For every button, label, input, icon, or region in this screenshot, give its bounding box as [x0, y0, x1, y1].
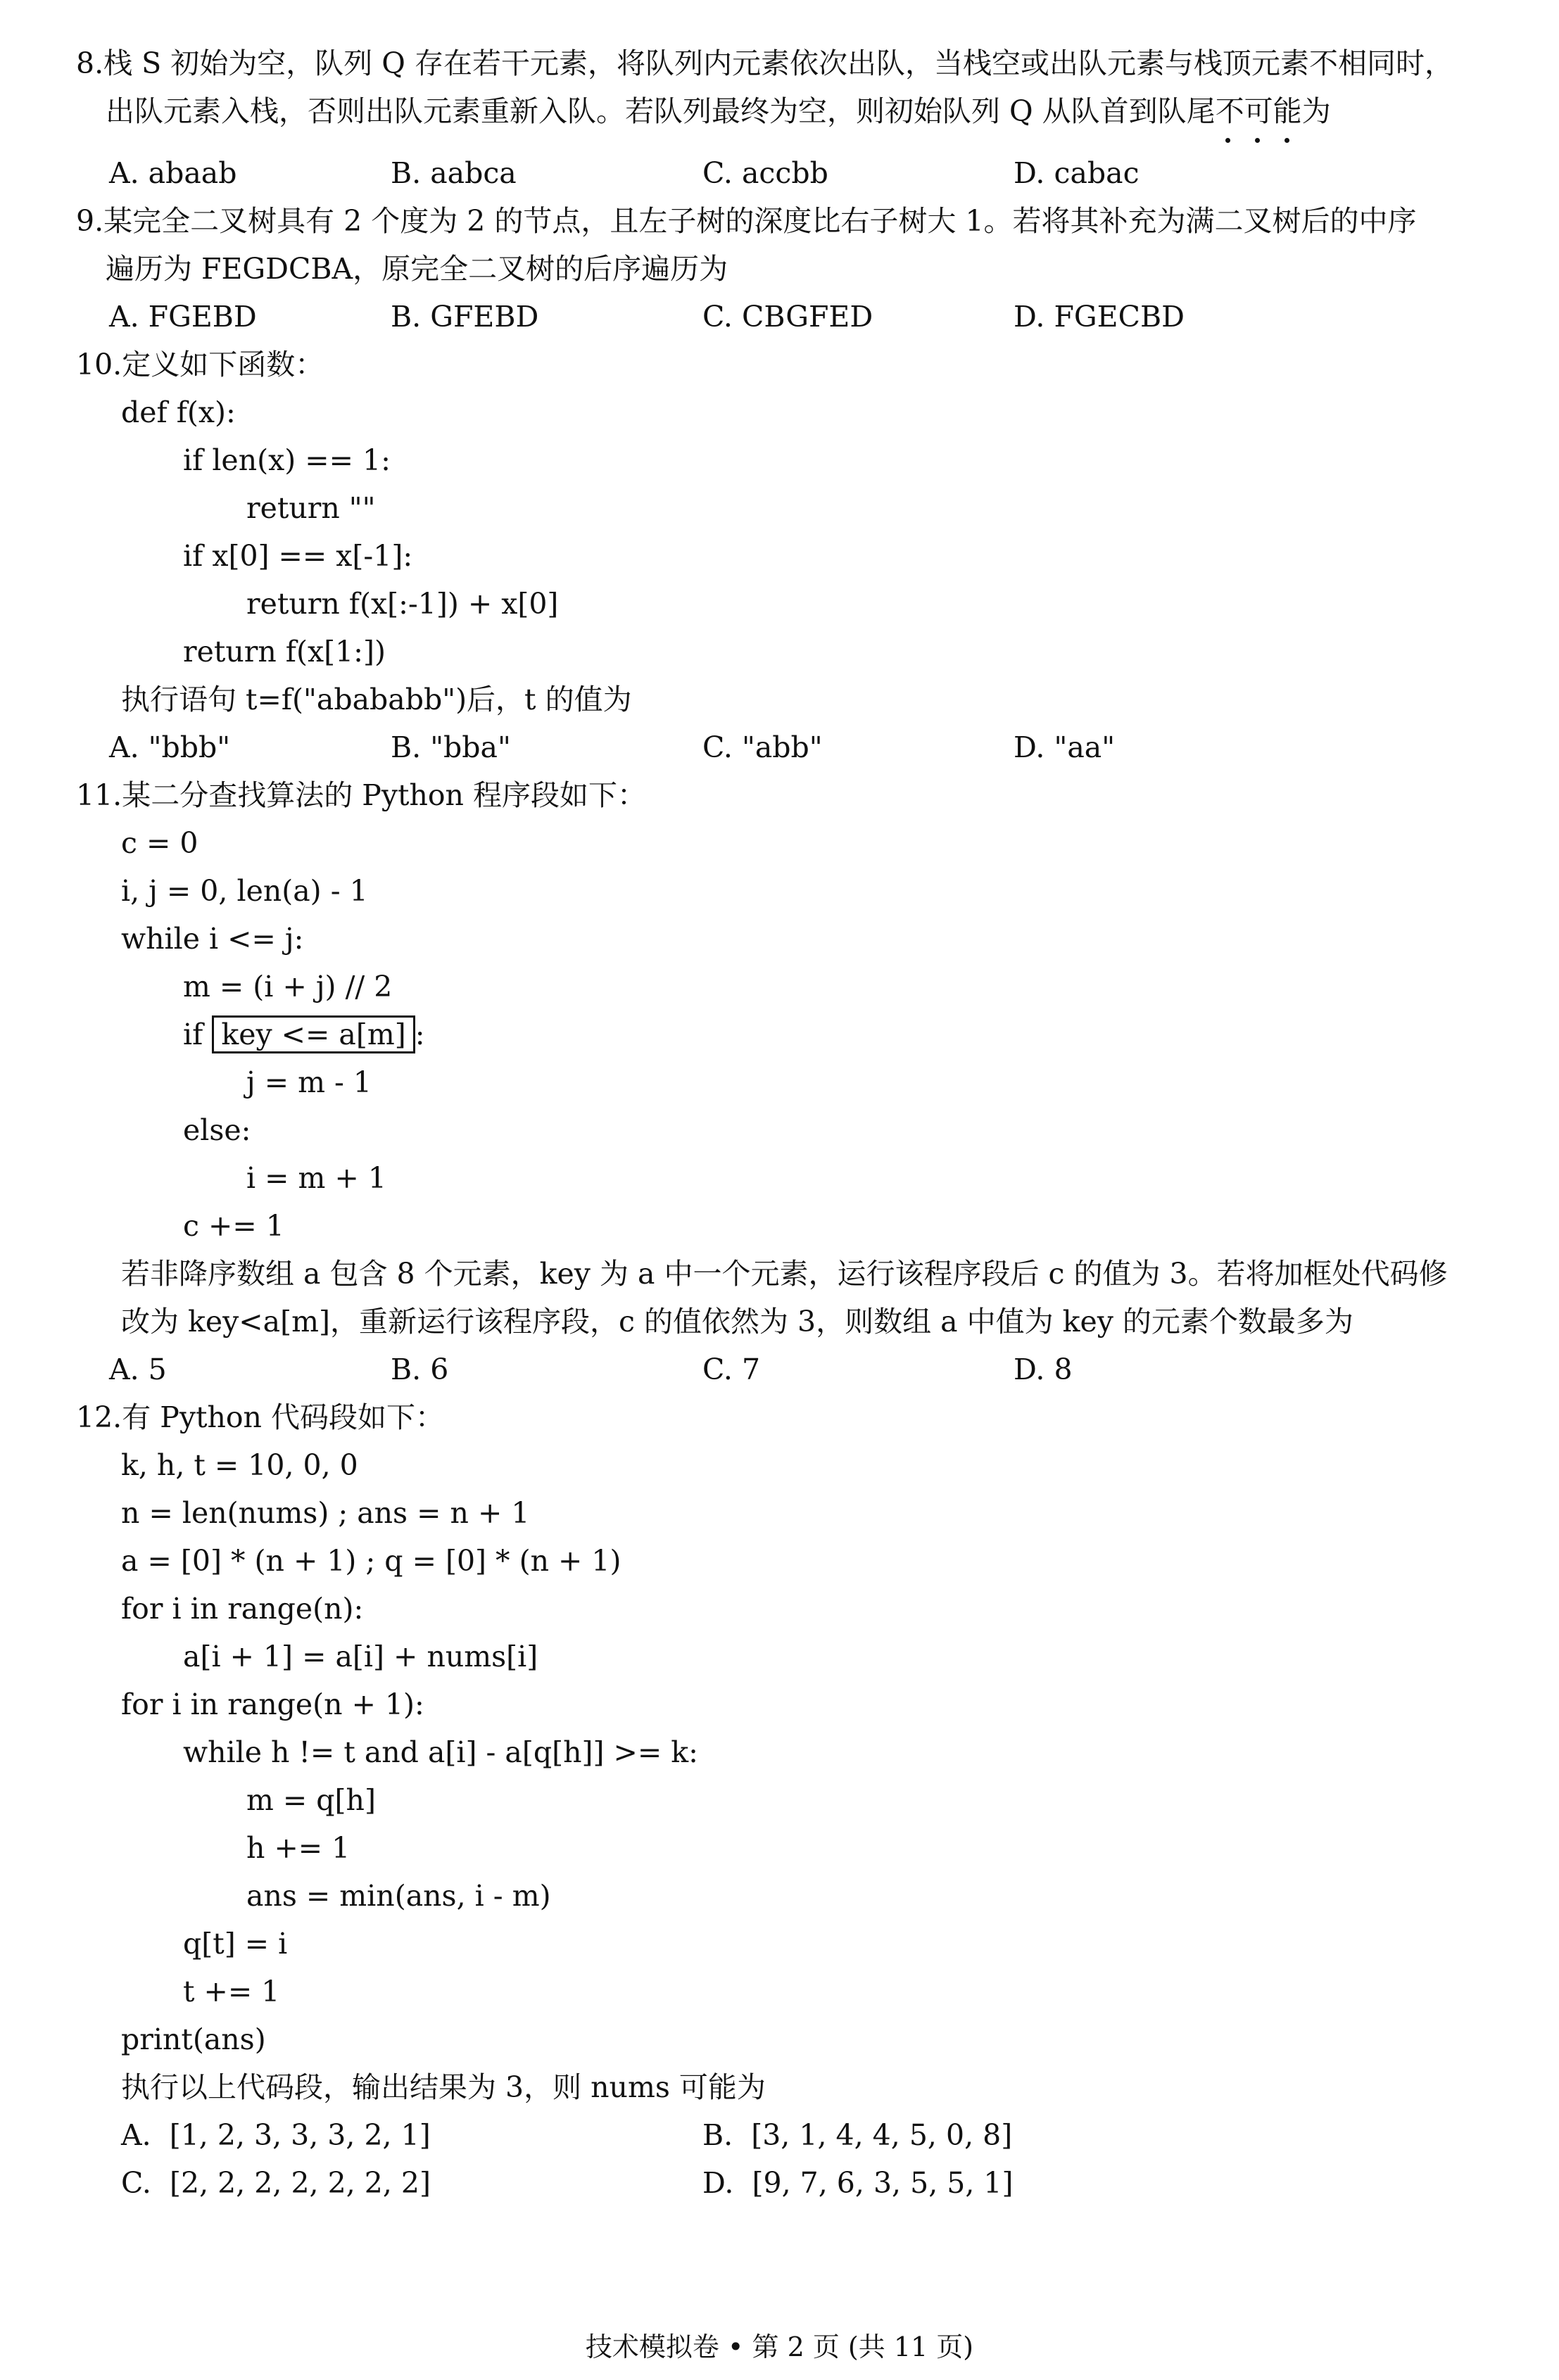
q11-code-line: j = m - 1 — [246, 1065, 372, 1099]
q10-code-line: if x[0] == x[-1]: — [183, 539, 413, 573]
q12-code-line: while h != t and a[i] - a[q[h]] >= k: — [183, 1735, 698, 1769]
q12-code-line: print(ans) — [121, 2023, 266, 2056]
q12-code-line: a[i + 1] = a[i] + nums[i] — [183, 1640, 538, 1673]
q10-code-line: return "" — [246, 491, 376, 525]
page-footer: 技术模拟卷 • 第 2 页 (共 11 页) — [585, 2331, 974, 2362]
q12-code-line: ans = min(ans, i - m) — [246, 1879, 551, 1913]
q12-code-line: k, h, t = 10, 0, 0 — [121, 1448, 358, 1482]
q10-stem: 10.定义如下函数： — [76, 348, 324, 381]
q11-option-b: B. 6 — [391, 1353, 449, 1386]
q11-code-line: while i <= j: — [121, 922, 304, 956]
q11-code-line: m = (i + j) // 2 — [183, 970, 393, 1004]
q10-question: 执行语句 t=f("abababb")后，t 的值为 — [121, 683, 632, 716]
q10-option-b: B. "bba" — [391, 730, 511, 764]
q12-option-d: D. [9, 7, 6, 3, 5, 5, 1] — [702, 2166, 1014, 2200]
q12-question: 执行以上代码段，输出结果为 3，则 nums 可能为 — [121, 2070, 766, 2104]
q12-option-b: B. [3, 1, 4, 4, 5, 0, 8] — [702, 2118, 1013, 2152]
boxed-condition: key <= a[m] — [212, 1015, 415, 1053]
q8-stem-line2 — [106, 91, 1331, 131]
q11-option-a: A. 5 — [109, 1353, 167, 1386]
q11-code-line: c = 0 — [121, 826, 198, 860]
q12-option-c: C. [2, 2, 2, 2, 2, 2, 2] — [121, 2166, 431, 2200]
q11-stem: 11.某二分查找算法的 Python 程序段如下： — [76, 778, 646, 812]
q11-code-line: i = m + 1 — [246, 1161, 386, 1195]
q12-code-line: for i in range(n + 1): — [121, 1688, 424, 1721]
q9-option-b: B. GFEBD — [391, 300, 539, 334]
q10-option-c: C. "abb" — [702, 730, 823, 764]
q12-option-a: A. [1, 2, 3, 3, 3, 2, 1] — [121, 2118, 431, 2152]
q8-option-b: B. aabca — [391, 156, 517, 190]
q12-code-line: q[t] = i — [183, 1927, 288, 1961]
q9-option-d: D. FGECBD — [1014, 300, 1185, 334]
q9-option-c: C. CBGFED — [702, 300, 873, 334]
q10-code-line: return f(x[:-1]) + x[0] — [246, 587, 559, 621]
q10-option-d: D. "aa" — [1014, 730, 1116, 764]
q11-option-d: D. 8 — [1014, 1353, 1073, 1386]
colon: : — [415, 1018, 425, 1051]
q11-code-line-if — [183, 1015, 425, 1054]
q11-option-c: C. 7 — [702, 1353, 761, 1386]
q8-stem-line1: 8.栈 S 初始为空，队列 Q 存在若干元素，将队列内元素依次出队，当栈空或出队元素与栈顶元素不相同时， — [76, 46, 1453, 80]
if-keyword: if — [183, 1018, 203, 1051]
q12-code-line: h += 1 — [246, 1831, 351, 1865]
q12-code-line: t += 1 — [183, 1975, 280, 2008]
q12-code-line: for i in range(n): — [121, 1592, 364, 1626]
q10-code-line: return f(x[1:]) — [183, 635, 386, 669]
q8-option-c: C. accbb — [702, 156, 828, 190]
q11-code-line: c += 1 — [183, 1209, 284, 1243]
emphasis-dot-icon — [1225, 138, 1230, 143]
q12-code-line: m = q[h] — [246, 1783, 376, 1817]
q8-stem-line2-text: 出队元素入栈，否则出队元素重新入队。若队列最终为空，则初始队列 Q 从队首到队尾 — [106, 94, 1216, 128]
q12-code-line: a = [0] * (n + 1) ; q = [0] * (n + 1) — [121, 1544, 621, 1578]
q9-option-a: A. FGEBD — [109, 300, 257, 334]
q10-option-a: A. "bbb" — [109, 730, 231, 764]
q9-stem-line1: 9.某完全二叉树具有 2 个度为 2 的节点，且左子树的深度比右子树大 1。若将其补充为满二叉树后的中序 — [76, 204, 1417, 238]
q10-code-line: def f(x): — [121, 395, 236, 429]
q11-code-line: i, j = 0, len(a) - 1 — [121, 874, 368, 908]
q8-emphasis-text: 不可能 — [1215, 94, 1302, 128]
emphasis-dot-icon — [1255, 138, 1260, 143]
q11-code-line: else: — [183, 1113, 251, 1147]
q8-stem-line2-end: 为 — [1301, 94, 1331, 128]
q10-code-line: if len(x) == 1: — [183, 443, 391, 477]
q12-code-line: n = len(nums) ; ans = n + 1 — [121, 1496, 530, 1530]
q11-question-line2: 改为 key<a[m]，重新运行该程序段，c 的值依然为 3，则数组 a 中值为 key 的元素个数最多为 — [121, 1305, 1353, 1338]
q8-emphasis — [1216, 94, 1302, 128]
q9-stem-line2: 遍历为 FEGDCBA，原完全二叉树的后序遍历为 — [106, 252, 728, 286]
q8-option-d: D. cabac — [1014, 156, 1140, 190]
q12-stem: 12.有 Python 代码段如下： — [76, 1400, 444, 1434]
q11-question-line1: 若非降序数组 a 包含 8 个元素，key 为 a 中一个元素，运行该程序段后 c 的值为 3。若将加框处代码修 — [121, 1257, 1448, 1291]
q8-option-a: A. abaab — [109, 156, 237, 190]
emphasis-dot-icon — [1285, 138, 1289, 143]
